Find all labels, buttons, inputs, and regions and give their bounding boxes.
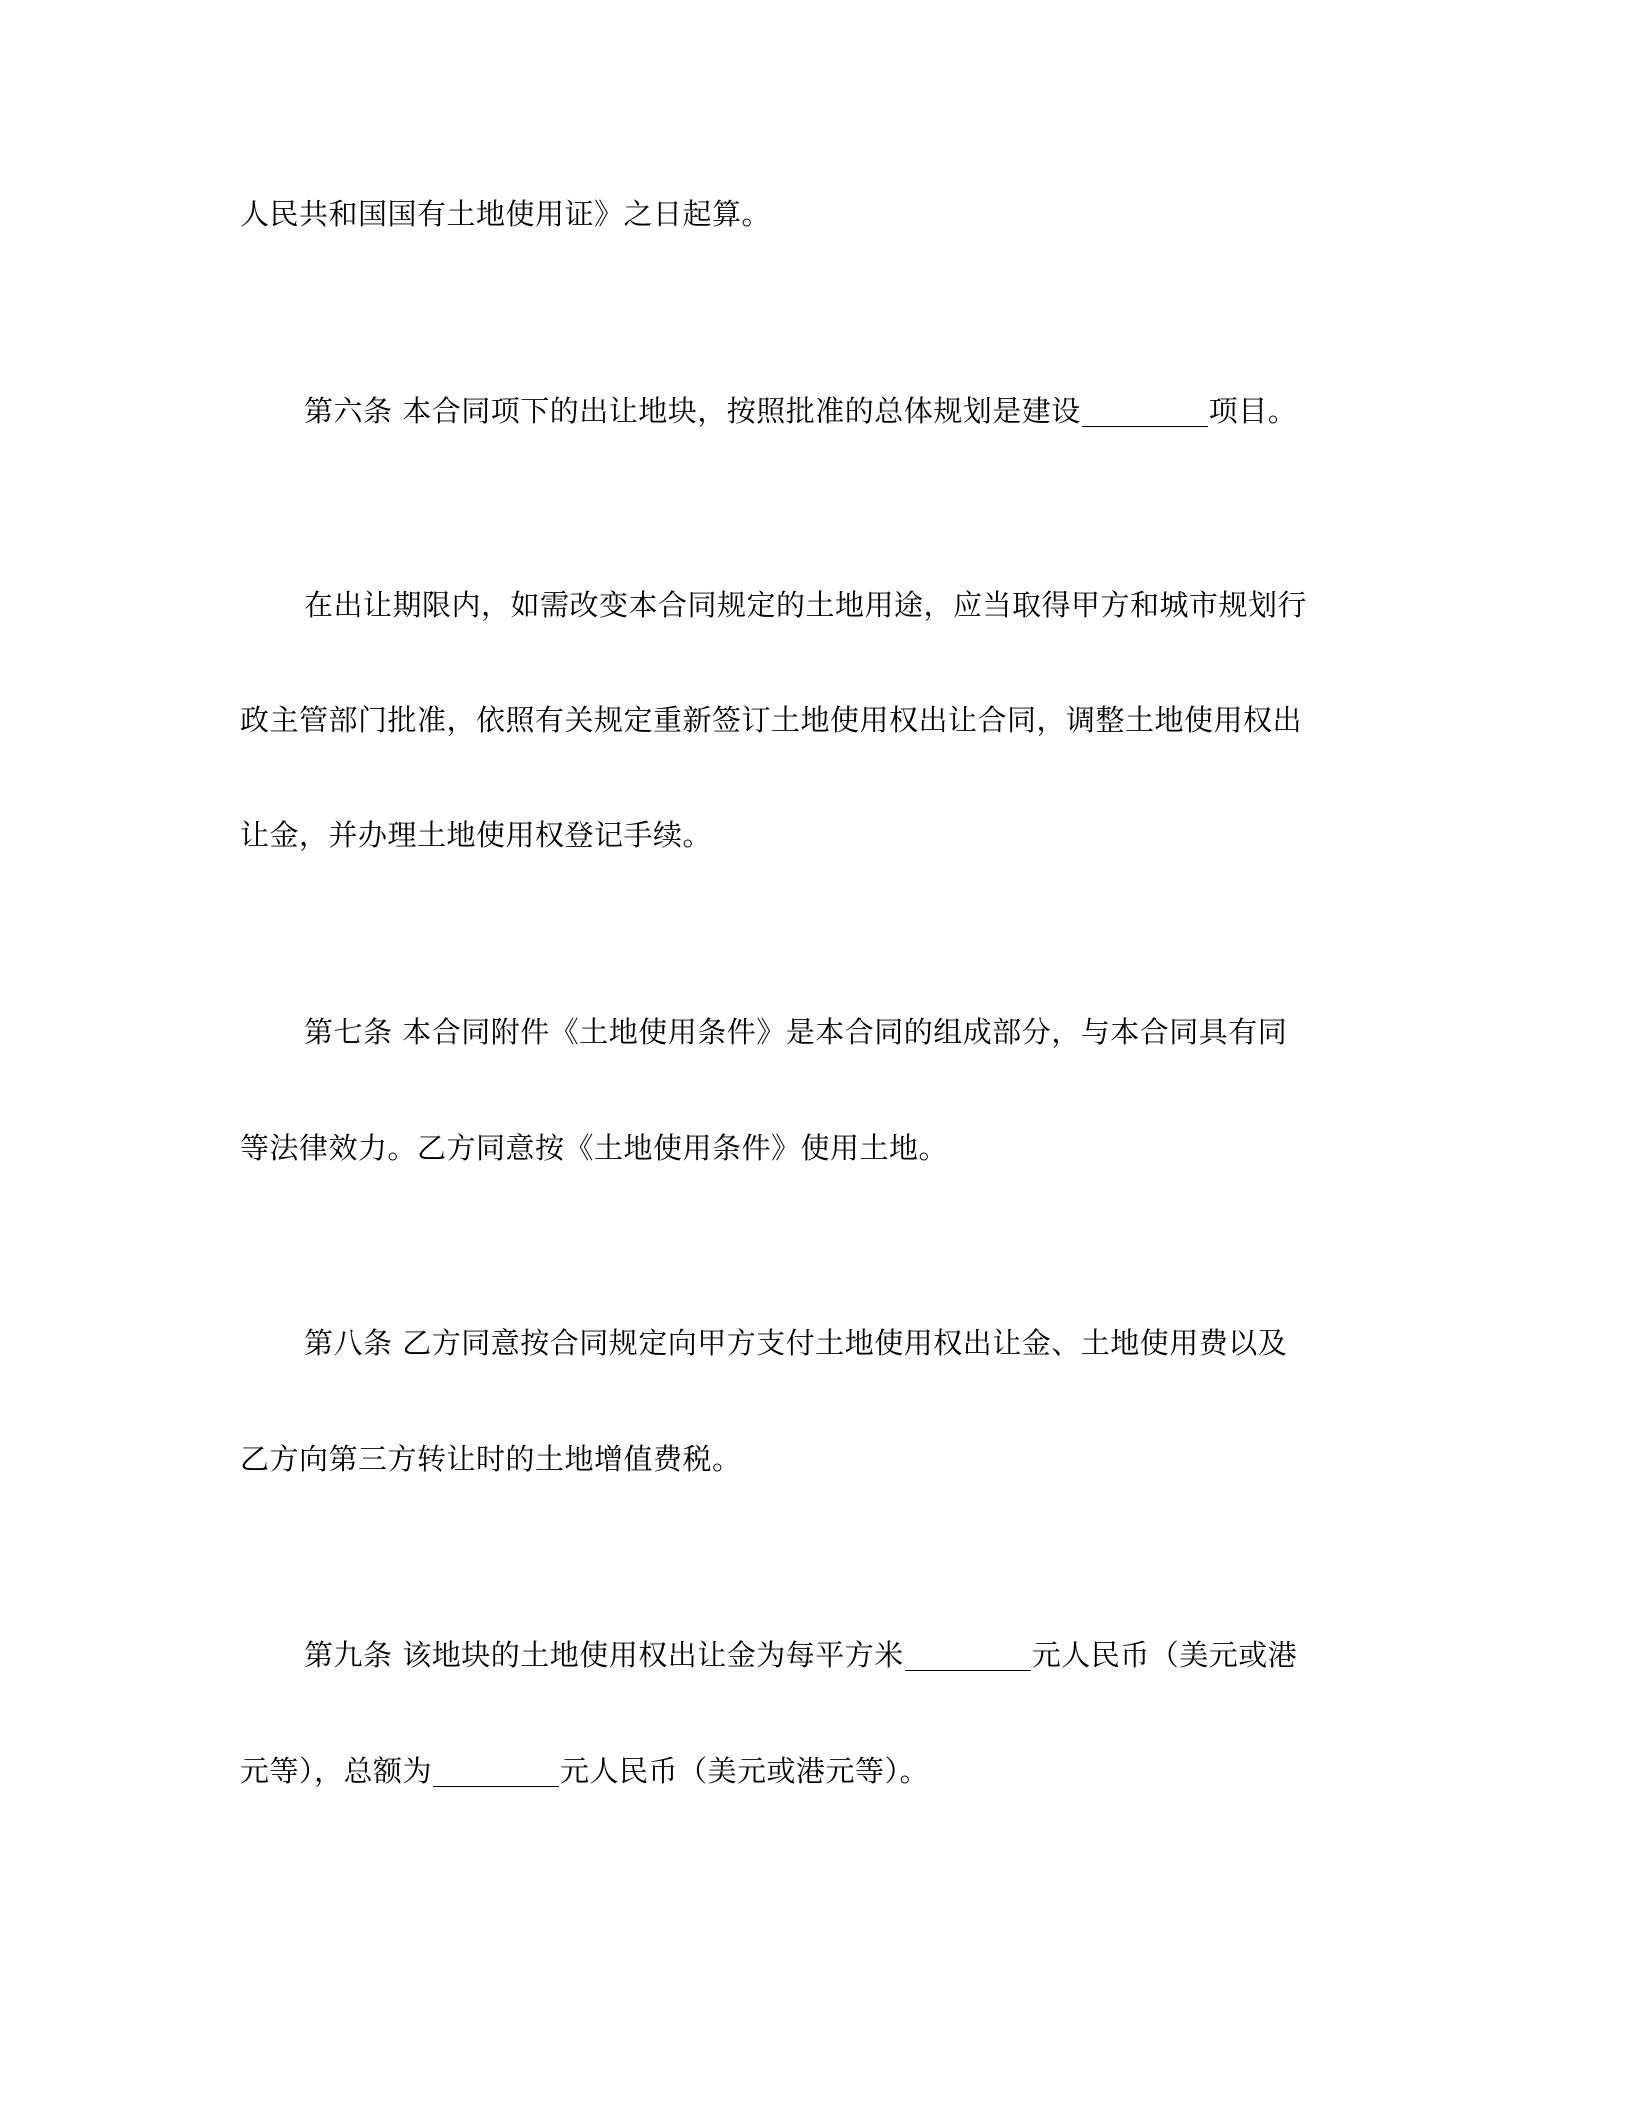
line-text: 让金，并办理土地使用权登记手续。 bbox=[240, 818, 713, 852]
paragraph-line bbox=[240, 194, 771, 234]
article-9-line bbox=[304, 1635, 1297, 1675]
line-text: 元人民币（美元或港 bbox=[1031, 1638, 1298, 1672]
line-text: 元等），总额为 bbox=[240, 1754, 433, 1788]
line-text: 在出让期限内，如需改变本合同规定的土地用途，应当取得甲方和城市规划行 bbox=[304, 588, 1308, 622]
paragraph-line bbox=[240, 1751, 929, 1791]
article-7-line bbox=[304, 1012, 1287, 1052]
paragraph-line bbox=[240, 815, 712, 855]
paragraph-line bbox=[304, 585, 1307, 625]
line-text: 第九条 该地块的土地使用权出让金为每平方米 bbox=[304, 1638, 904, 1672]
fill-in-blank[interactable] bbox=[433, 1756, 559, 1787]
fill-in-blank[interactable] bbox=[1082, 396, 1208, 427]
fill-in-blank[interactable] bbox=[905, 1640, 1031, 1671]
article-8-line bbox=[304, 1323, 1287, 1363]
line-text: 人民共和国国有土地使用证》之日起算。 bbox=[240, 197, 772, 231]
line-text: 政主管部门批准，依照有关规定重新签订土地使用权出让合同，调整土地使用权出 bbox=[240, 703, 1303, 737]
paragraph-line bbox=[240, 700, 1302, 740]
line-text: 第八条 乙方同意按合同规定向甲方支付土地使用权出让金、土地使用费以及 bbox=[304, 1326, 1288, 1360]
line-text: 元人民币（美元或港元等）。 bbox=[560, 1754, 930, 1788]
line-text: 第七条 本合同附件《土地使用条件》是本合同的组成部分，与本合同具有同 bbox=[304, 1015, 1288, 1049]
paragraph-line bbox=[240, 1439, 742, 1479]
article-6-line bbox=[304, 391, 1297, 431]
line-text: 项目。 bbox=[1208, 394, 1298, 428]
line-text: 等法律效力。乙方同意按《土地使用条件》使用土地。 bbox=[240, 1131, 949, 1165]
line-text: 乙方向第三方转让时的土地增值费税。 bbox=[240, 1442, 742, 1476]
paragraph-line bbox=[240, 1128, 948, 1168]
line-text: 第六条 本合同项下的出让地块，按照批准的总体规划是建设 bbox=[304, 394, 1081, 428]
